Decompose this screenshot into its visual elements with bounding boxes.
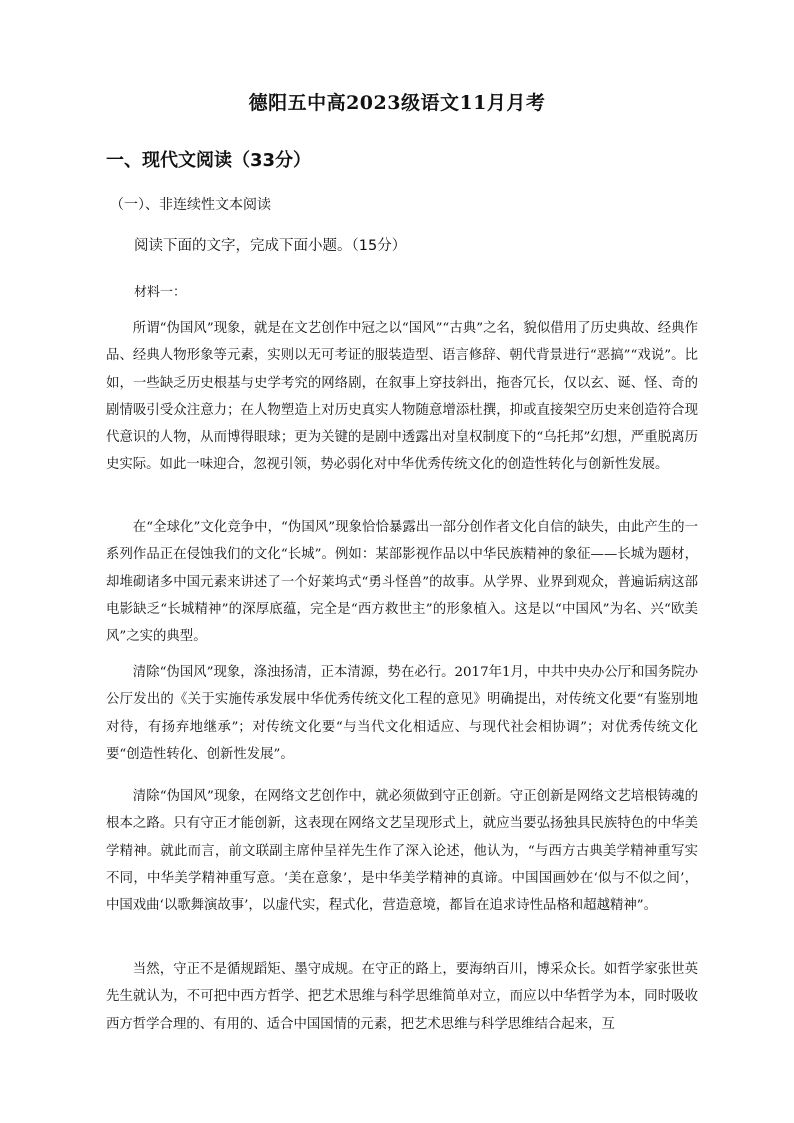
body-paragraph: 所谓“伪国风”现象，就是在文艺创作中冠之以“国风”“古典”之名，貌似借用了历史典故、经典作品、经典人物形象等元素，实则以无可考证的服装造型、语言修辞、朝代背景进行“恶搞”“戏说”。比如，一些缺乏历史根基与史学考究的网络剧，在叙事上穿技斜出，拖沓冗长，仅以玄、诞、怪、奇的剧情吸引受众注意力；在人物塑造上对历史真实人物随意增添杜撰，抑或直接架空历史来创造符合现代意识的人物，从而博得眼球；更为关键的是剧中透露出对皇权制度下的“乌托邦”幻想，严重脱离历史实际。如此一味迎合，忽视引领，势必弱化对中华优秀传统文化的创造性转化与创新性发展。 — [106, 321, 698, 473]
reading-instruction: 阅读下面的文字，完成下面小题。（15分） — [134, 238, 407, 254]
body-paragraph: 在“全球化”文化竞争中，“伪国风”现象恰恰暴露出一部分创作者文化自信的缺失，由此产生的一系列作品正在侵蚀我们的文化“长城”。例如：某部影视作品以中华民族精神的象征——长城为题材，却堆砌诸多中国元素来讲述了一个好莱坞式“勇斗怪兽”的故事。从学界、业界到观众，普遍诟病这部电影缺乏“长城精神”的深厚底蕴，完全是“西方救世主”的形象植入。这是以“中国风”为名、兴“欧美风”之实的典型。 — [106, 520, 698, 645]
body-paragraph: 当然，守正不是循规蹈矩、墨守成规。在守正的路上，要海纳百川，博采众长。如哲学家张世英先生就认为，不可把中西方哲学、把艺术思维与科学思维简单对立，而应以中华哲学为本，同时吸收西方哲学合理的、有用的、适合中国国情的元素，把艺术思维与科学思维结合起来，互 — [106, 962, 698, 1032]
document-title: 德阳五中高2023级语文11月月考 — [248, 92, 546, 114]
section-heading: 一、现代文阅读（33分） — [106, 150, 312, 171]
subsection-heading: （一）、非连续性文本阅读 — [110, 197, 271, 213]
body-paragraph: 清除“伪国风”现象，涤浊扬清，正本清源，势在必行。2017年1月，中共中央办公厅和国务院办公厅发出的《关于实施传承发展中华优秀传统文化工程的意见》明确提出，对传统文化要“有鉴别地对待，有扬弃地继承”；对传统文化要“与当代文化相适应、与现代社会相协调”；对优秀传统文化要“创造性转化、创新性发展”。 — [106, 665, 698, 762]
body-paragraph: 清除“伪国风”现象，在网络文艺创作中，就必须做到守正创新。守正创新是网络文艺培根铸魂的根本之路。只有守正才能创新，这表现在网络文艺呈现形式上，就应当要弘扬独具民族特色的中华美学精神。就此而言，前文联副主席仲呈祥先生作了深入论述，他认为，“与西方古典美学精神重写实不同，中华美学精神重写意。‘美在意象’，是中华美学精神的真谛。中国国画妙在‘似与不似之间’，中国戏曲‘以歌舞演故事’，以虚代实，程式化，营造意境，都旨在追求诗性品格和超越精神”。 — [106, 789, 698, 914]
material-label: 材料一： — [134, 285, 187, 300]
